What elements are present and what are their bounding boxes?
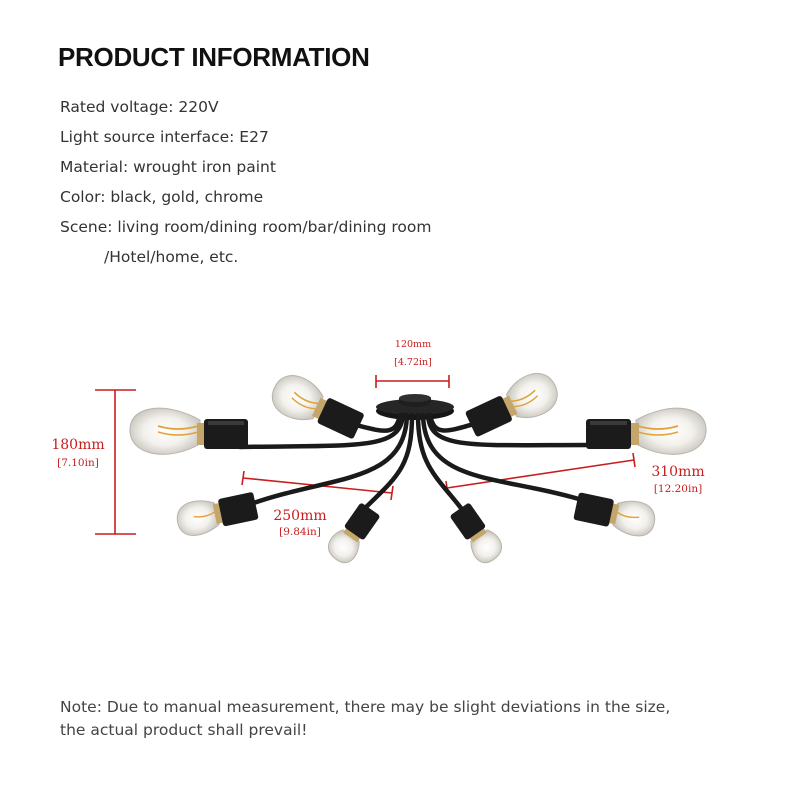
bulb-far-left: [130, 408, 248, 454]
chandelier: [130, 367, 706, 568]
spread-dimension-in: [12.20in]: [653, 483, 703, 495]
page-title: PRODUCT INFORMATION: [58, 42, 370, 72]
spec-scene: Scene: living room/dining room/bar/dining room: [60, 218, 432, 236]
measurement-note: [60, 696, 760, 742]
bulb-lower-right: [573, 489, 658, 539]
canopy-dimension-mm: 120mm: [394, 339, 432, 350]
height-dimension-mm: 180mm: [51, 437, 105, 453]
spec-interface: Light source interface: E27: [60, 128, 269, 146]
spread-dimension-mm: 310mm: [651, 464, 705, 480]
spec-voltage: Rated voltage: 220V: [60, 98, 219, 116]
bulb-upper-left: [266, 369, 368, 446]
note-line-2: the actual product shall prevail!: [60, 721, 308, 739]
note-line-1: Note: Due to manual measurement, there may be slight deviations in the size,: [60, 698, 671, 716]
bulb-bottom-left: [323, 500, 382, 567]
spec-color: Color: black, gold, chrome: [60, 188, 264, 206]
height-dimension-in: [7.10in]: [57, 457, 99, 469]
spec-scene-continued: /Hotel/home, etc.: [104, 248, 239, 266]
bulb-far-right: [586, 408, 706, 454]
bulb-lower-left: [174, 489, 259, 539]
canopy-dimension-in: [4.72in]: [394, 357, 432, 368]
spec-material: Material: wrought iron paint: [60, 158, 276, 176]
arm-dimension-mm: 250mm: [273, 508, 327, 524]
bulb-upper-right: [462, 367, 564, 444]
arm-dimension-in: [9.84in]: [279, 526, 321, 538]
bulb-bottom-right: [448, 500, 507, 567]
